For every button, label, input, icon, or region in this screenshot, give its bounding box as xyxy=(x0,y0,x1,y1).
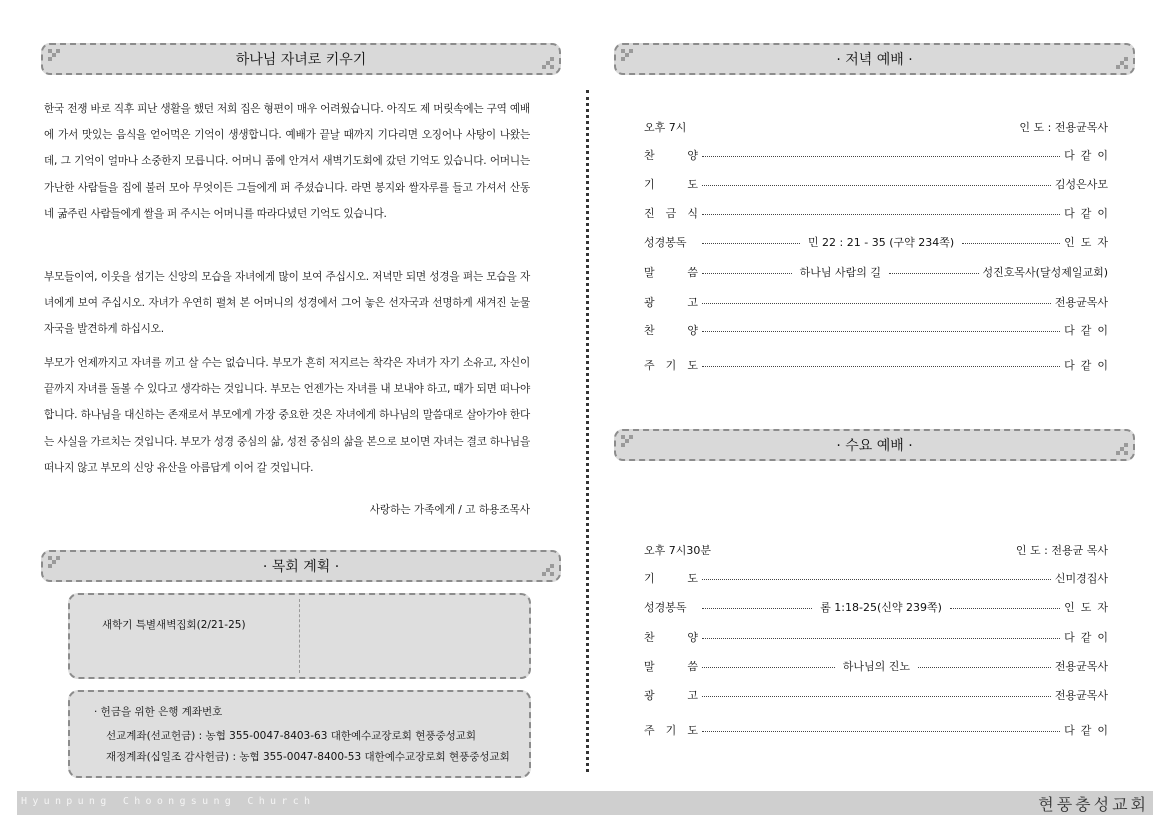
worship-item-person: 다같이 xyxy=(1064,631,1114,644)
footer-church-name-korean: 현풍충성교회 xyxy=(1038,795,1149,814)
worship-item-person: 인도자 xyxy=(1064,236,1114,249)
dot-leader xyxy=(702,638,1060,639)
worship-item-detail: 민 22 : 21 - 35 (구약 234쪽) xyxy=(807,236,955,249)
account-header: · 헌금을 위한 은행 계좌번호 xyxy=(94,706,223,718)
worship-item-label: 말 씀 xyxy=(644,266,698,279)
dot-leader xyxy=(889,273,979,274)
worship-item-person: 전용균목사 xyxy=(1054,689,1108,702)
article-signature: 사랑하는 가족에게 / 고 하용조목사 xyxy=(369,504,530,516)
worship-item-label: 광 고 xyxy=(644,296,698,309)
worship-item-person: 다같이 xyxy=(1064,724,1114,737)
worship-item-person: 인도자 xyxy=(1064,601,1115,614)
dot-leader xyxy=(918,667,1051,668)
dot-leader xyxy=(702,366,1060,367)
order-of-worship-row xyxy=(644,175,1108,193)
worship-item-person: 김성은사모 xyxy=(1054,178,1108,191)
order-of-worship-row xyxy=(644,686,1108,704)
account-line: 선교계좌(선교헌금) : 농협 355-0047-8403-63 대한예수교장로회 현풍중성교회 xyxy=(106,730,477,742)
worship-item-detail: 하나님 사람의 길 xyxy=(799,266,881,279)
worship-item-label: 진 금 식 xyxy=(644,207,698,220)
order-of-worship-row xyxy=(644,598,1115,616)
pattern-ornament xyxy=(48,556,64,570)
divider xyxy=(299,599,300,673)
worship-item-label: 주 기 도 xyxy=(644,724,698,737)
worship-item-person: 다같이 xyxy=(1064,149,1114,162)
dot-leader xyxy=(702,185,1051,186)
article-paragraph: 부모들이여, 이웃을 섬기는 신앙의 모습을 자녀에게 많이 보여 주십시오. 저녁만 되면 성경을 펴는 모습을 자녀에게 보여 주십시오. 자녀가 우연히 펼쳐 본 어머니의 성경에서 그어 놓은 선자국과 선명하게 새겨진 눈물 자국을 발견하게 하십시오. xyxy=(44,271,530,336)
worship-item-label: 기 도 xyxy=(644,572,698,585)
dot-leader xyxy=(702,731,1060,732)
service-leader: 인 도 : 전용균 목사 xyxy=(1015,544,1108,557)
pattern-ornament xyxy=(538,562,554,576)
pattern-ornament xyxy=(621,49,637,63)
account-line: 재정계좌(십일조 감사헌금) : 농협 355-0047-8400-53 대한예수교장로회 현풍중성교회 xyxy=(106,751,510,763)
pastoral-plan-box xyxy=(68,593,531,679)
pattern-ornament xyxy=(621,435,637,449)
dot-leader xyxy=(702,273,792,274)
worship-item-label: 찬 양 xyxy=(644,324,698,337)
section-title: · 수요 예배 · xyxy=(836,438,913,454)
worship-item-person: 전용균목사 xyxy=(1054,660,1108,673)
dot-leader xyxy=(702,667,835,668)
section-title: · 목회 계획 · xyxy=(262,559,340,575)
section-banner-child-rearing xyxy=(41,43,561,75)
dot-leader xyxy=(702,243,800,244)
worship-item-person: 전용균목사 xyxy=(1054,296,1108,309)
order-of-worship-row xyxy=(644,356,1114,374)
worship-item-label: 말 씀 xyxy=(644,660,698,673)
section-title: 하나님 자녀로 키우기 xyxy=(235,52,367,68)
service-time-row xyxy=(644,119,1108,135)
order-of-worship-row xyxy=(644,293,1108,311)
worship-item-detail: 롬 1:18-25(신약 239쪽) xyxy=(820,601,942,614)
worship-item-label: 주 기 도 xyxy=(644,359,698,372)
service-time-row xyxy=(644,542,1108,558)
order-of-worship-row xyxy=(644,233,1114,251)
worship-item-label: 찬 양 xyxy=(644,149,698,162)
worship-item-label: 찬 양 xyxy=(644,631,698,644)
worship-item-person: 다같이 xyxy=(1064,207,1114,220)
bank-account-box xyxy=(68,690,531,778)
article-paragraph: 부모가 언제까지고 자녀를 끼고 살 수는 없습니다. 부모가 흔히 저지르는 착각은 자녀가 자기 소유고, 자신이 끝까지 자녀를 돌볼 수 있다고 생각하는 것입니다. 부모는 언젠가는 자녀를 내 보내야 하고, 때가 되면 떠나야 합니다. 하나님을 대신하는 존재로서 부모에게 가장 중요한 것은 자녀에게 하나님의 말씀대로 살아가야 한다는 사실을 가르치는 것입니다. 부모가 성경 중심의 삶, 성전 중심의 삶을 본으로 보이면 자녀는 결코 하나님을 떠나지 않고 부모의 신앙 유산을 아름답게 이어 갈 것입니다. xyxy=(44,357,530,474)
worship-item-person: 다같이 xyxy=(1064,324,1114,337)
order-of-worship-row xyxy=(644,204,1114,222)
order-of-worship-row xyxy=(644,721,1114,739)
section-banner-evening-worship xyxy=(614,43,1135,75)
plan-item: 새학기 특별새벽집회(2/21-25) xyxy=(102,619,246,631)
order-of-worship-row xyxy=(644,263,1108,281)
order-of-worship-row xyxy=(644,569,1108,587)
footer-church-name-english: Hyunpung Choongsung Church xyxy=(21,796,316,807)
pattern-ornament xyxy=(538,55,554,69)
service-leader: 인 도 : 전용균목사 xyxy=(1019,121,1108,134)
worship-item-person: 신미경집사 xyxy=(1054,572,1108,585)
section-banner-pastoral-plan xyxy=(41,550,561,582)
order-of-worship-row xyxy=(644,628,1114,646)
dot-leader xyxy=(950,608,1060,609)
section-banner-wednesday-worship xyxy=(614,429,1135,461)
pattern-ornament xyxy=(48,49,64,63)
dot-leader xyxy=(702,579,1051,580)
service-time: 오후 7시30분 xyxy=(644,544,711,557)
article-paragraph: 한국 전쟁 바로 직후 피난 생활을 했던 저희 집은 형편이 매우 어려웠습니다. 아직도 제 머릿속에는 구역 예배에 가서 맛있는 음식을 얻어먹은 기억이 생생합니다. 예배가 끝날 때까지 기다리면 오징어나 사탕이 나왔는데, 그 기억이 얼마나 소중한지 모릅니다. 어머니 품에 안겨서 새벽기도회에 갔던 기억도 있습니다. 어머니는 가난한 사람들을 집에 불러 모아 무엇이든 그들에게 퍼 주셨습니다. 라면 봉지와 쌀자루를 들고 가셔서 산동네 굶주린 사람들에게 쌀을 퍼 주시는 어머니를 따라다녔던 기억도 있습니다. xyxy=(44,103,530,220)
dot-leader xyxy=(702,608,812,609)
column-divider xyxy=(586,90,589,772)
worship-item-label: 광 고 xyxy=(644,689,698,702)
order-of-worship-row xyxy=(644,321,1114,339)
footer-bar xyxy=(17,791,1153,815)
dot-leader xyxy=(962,243,1060,244)
worship-item-person: 성진호목사(달성제일교회) xyxy=(982,266,1108,279)
worship-item-detail: 하나님의 진노 xyxy=(842,660,911,673)
service-time: 오후 7시 xyxy=(644,121,687,134)
section-title: · 저녁 예배 · xyxy=(836,52,913,68)
dot-leader xyxy=(702,156,1060,157)
pattern-ornament xyxy=(1112,55,1128,69)
order-of-worship-row xyxy=(644,657,1108,675)
pattern-ornament xyxy=(1112,441,1128,455)
dot-leader xyxy=(702,214,1060,215)
dot-leader xyxy=(702,331,1060,332)
worship-item-label: 성 경 봉 독 xyxy=(644,236,687,249)
worship-item-label: 성 경 봉 독 xyxy=(644,601,687,614)
order-of-worship-row xyxy=(644,146,1114,164)
worship-item-person: 다같이 xyxy=(1064,359,1114,372)
dot-leader xyxy=(702,303,1051,304)
dot-leader xyxy=(702,696,1051,697)
worship-item-label: 기 도 xyxy=(644,178,698,191)
